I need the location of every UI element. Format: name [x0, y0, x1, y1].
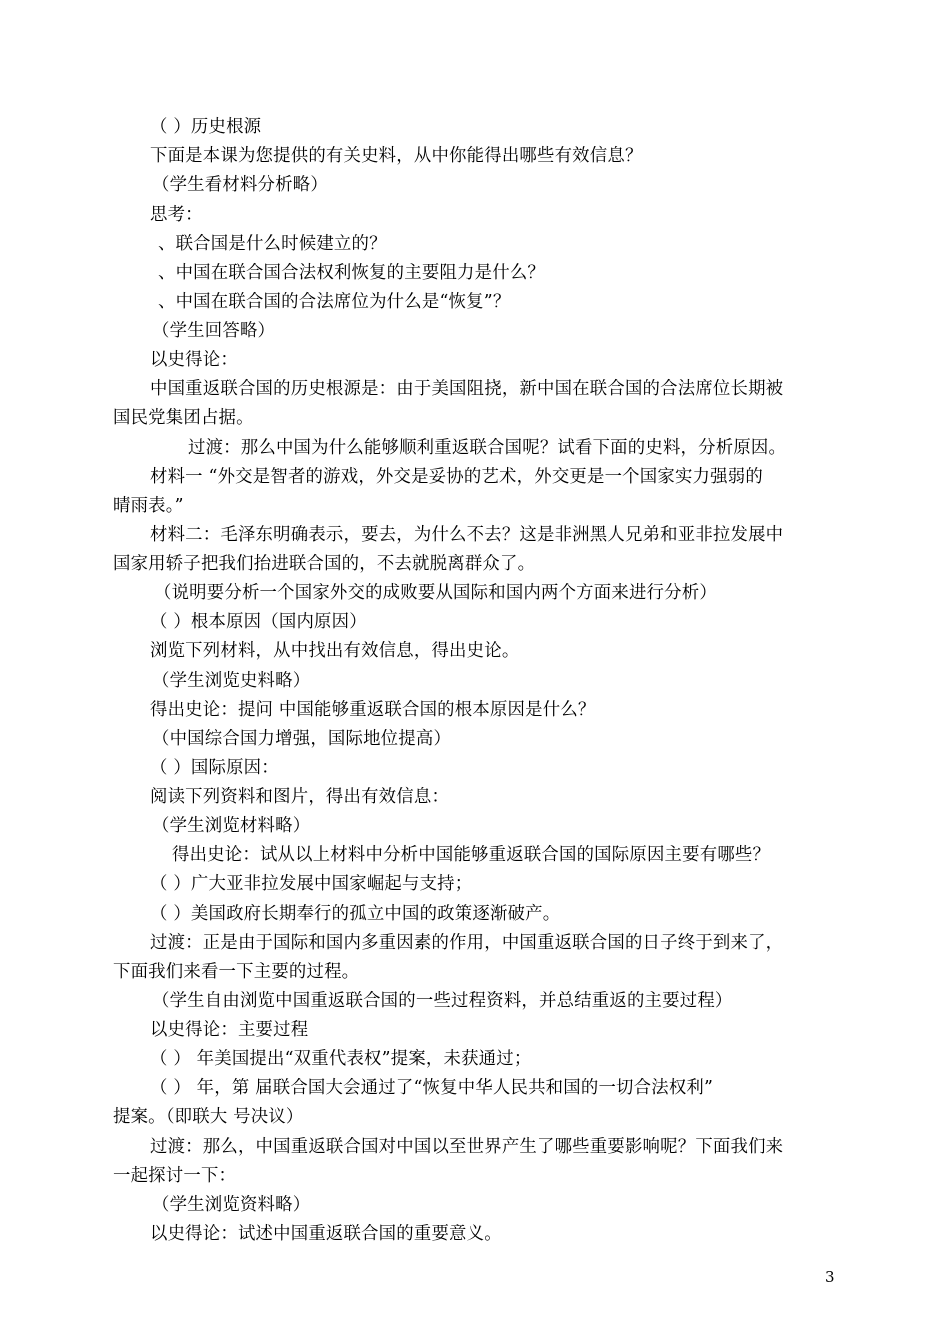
- text-line: （中国综合国力增强，国际地位提高）: [152, 729, 452, 749]
- text-line: （学生回答略）: [152, 321, 276, 341]
- text-line: 国民党集团占据。: [113, 408, 254, 428]
- text-line: （ ） 年，第 届联合国大会通过了“恢复中华人民共和国的一切合法权利”: [150, 1078, 714, 1098]
- text-line: 材料一 “外交是智者的游戏，外交是妥协的艺术，外交更是一个国家实力强弱的: [150, 467, 763, 487]
- text-line: 下面我们来看一下主要的过程。: [113, 962, 360, 982]
- text-line: 过渡：那么，中国重返联合国对中国以至世界产生了哪些重要影响呢？下面我们来: [150, 1137, 784, 1157]
- text-line: 浏览下列材料，从中找出有效信息，得出史论。: [150, 641, 520, 661]
- text-line: 思考：: [150, 205, 203, 225]
- text-line: 材料二：毛泽东明确表示，要去，为什么不去？这是非洲黑人兄弟和亚非拉发展中: [150, 525, 784, 545]
- text-line: 国家用轿子把我们抬进联合国的，不去就脱离群众了。: [113, 554, 536, 574]
- text-line: （ ）根本原因（国内原因）: [150, 612, 367, 632]
- text-line: （ ）广大亚非拉发展中国家崛起与支持；: [150, 874, 473, 894]
- text-line: （ ）美国政府长期奉行的孤立中国的政策逐渐破产。: [150, 904, 561, 924]
- text-line: （学生看材料分析略）: [152, 175, 328, 195]
- text-line: 中国重返联合国的历史根源是：由于美国阻挠，新中国在联合国的合法席位长期被: [150, 379, 784, 399]
- text-line: 以史得论：: [150, 350, 238, 370]
- text-line: （说明要分析一个国家外交的成败要从国际和国内两个方面来进行分析）: [154, 583, 717, 603]
- text-line: 以史得论：主要过程: [150, 1020, 309, 1040]
- text-line: 晴雨表。”: [113, 496, 184, 516]
- text-line: （ ） 年美国提出“双重代表权”提案，未获通过；: [150, 1049, 532, 1069]
- text-line: 过渡：正是由于国际和国内多重因素的作用，中国重返联合国的日子终于到来了，: [150, 933, 784, 953]
- text-line: 一起探讨一下：: [113, 1166, 237, 1186]
- text-line: 下面是本课为您提供的有关史料，从中你能得出哪些有效信息？: [150, 146, 643, 166]
- text-line: （学生浏览资料略）: [152, 1195, 311, 1215]
- text-line: （ ）国际原因：: [150, 758, 279, 778]
- text-line: 、中国在联合国的合法席位为什么是“恢复”？: [158, 292, 511, 312]
- text-line: 阅读下列资料和图片，得出有效信息：: [150, 787, 450, 807]
- page-number: 3: [825, 1268, 835, 1286]
- text-line: （学生浏览史料略）: [152, 671, 311, 691]
- text-line: 提案。（即联大 号决议）: [113, 1107, 304, 1127]
- text-line: 以史得论：试述中国重返联合国的重要意义。: [150, 1224, 502, 1244]
- text-line: （学生浏览材料略）: [152, 816, 311, 836]
- text-line: （ ）历史根源: [150, 117, 262, 137]
- text-line: 过渡：那么中国为什么能够顺利重返联合国呢？试看下面的史料，分析原因。: [188, 438, 787, 458]
- text-line: 、联合国是什么时候建立的？: [158, 234, 387, 254]
- text-line: 、中国在联合国合法权利恢复的主要阻力是什么？: [158, 263, 545, 283]
- text-line: 得出史论：提问 中国能够重返联合国的根本原因是什么？: [150, 700, 596, 720]
- text-line: 得出史论：试从以上材料中分析中国能够重返联合国的国际原因主要有哪些？: [172, 845, 771, 865]
- text-line: （学生自由浏览中国重返联合国的一些过程资料，并总结重返的主要过程）: [152, 991, 733, 1011]
